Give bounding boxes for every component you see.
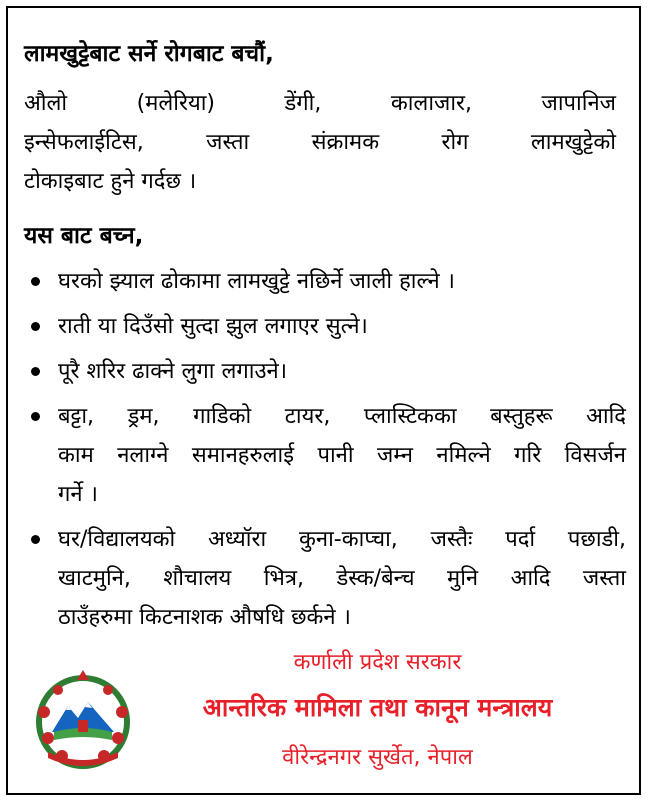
- list-item: [24, 520, 624, 637]
- intro-line: टोकाइबाट हुने गर्दछ ।: [24, 169, 197, 194]
- list-item: [24, 397, 624, 514]
- list-item-line: खाटमुनि, शौचालय भित्र, डेस्क/बेन्च मुनि आदि जस्ता: [58, 566, 626, 591]
- footer-province: कर्णाली प्रदेश सरकार: [293, 650, 462, 675]
- footer-ministry: आन्तरिक मामिला तथा कानून मन्त्रालय: [202, 693, 553, 722]
- list-item-line: पूरै शरिर ढाक्ने लुगा लगाउने।: [58, 359, 288, 384]
- footer-address: वीरेन्द्रनगर सुर्खेत, नेपाल: [282, 745, 473, 770]
- list-item-line: राती या दिउँसो सुत्दा झुल लगाएर सुत्ने।: [58, 314, 368, 339]
- list-item-line: काम नलाग्ने समानहरुलाई पानी जम्न नमिल्ने गरि विसर्जन: [58, 443, 626, 468]
- prevention-list: [24, 262, 624, 643]
- list-item-line: गर्ने ।: [58, 482, 98, 507]
- list-item-line: बट्टा, ड्रम, गाडिको टायर, प्लास्टिकका बस्तुहरू आदि: [58, 404, 626, 429]
- list-item-line: ठाउँहरुमा किटनाशक औषधि छर्कने ।: [58, 605, 351, 630]
- nepal-emblem-icon: [28, 662, 138, 772]
- intro-paragraph: [24, 84, 616, 201]
- intro-line: औलो (मलेरिया) डेंगी, कालाजार, जापानिज: [24, 91, 616, 116]
- list-item-line: घर/विद्यालयको अध्यॉरा कुना-काप्चा, जस्तैः पर्दा पछाडी,: [58, 527, 626, 552]
- prevention-subtitle: यस बाट बच्न,: [24, 223, 144, 249]
- list-item: [24, 307, 624, 346]
- intro-line: इन्सेफलाईटिस, जस्ता संक्रामक रोग लामखुट्टेको: [24, 130, 616, 155]
- list-item: [24, 262, 624, 301]
- notice-title: लामखुट्टेबाट सर्ने रोगबाट बचौं,: [24, 41, 274, 67]
- list-item-line: घरको झ्याल ढोकामा लामखुट्टे नछिर्ने जाली हाल्ने ।: [58, 269, 456, 294]
- list-item: [24, 352, 624, 391]
